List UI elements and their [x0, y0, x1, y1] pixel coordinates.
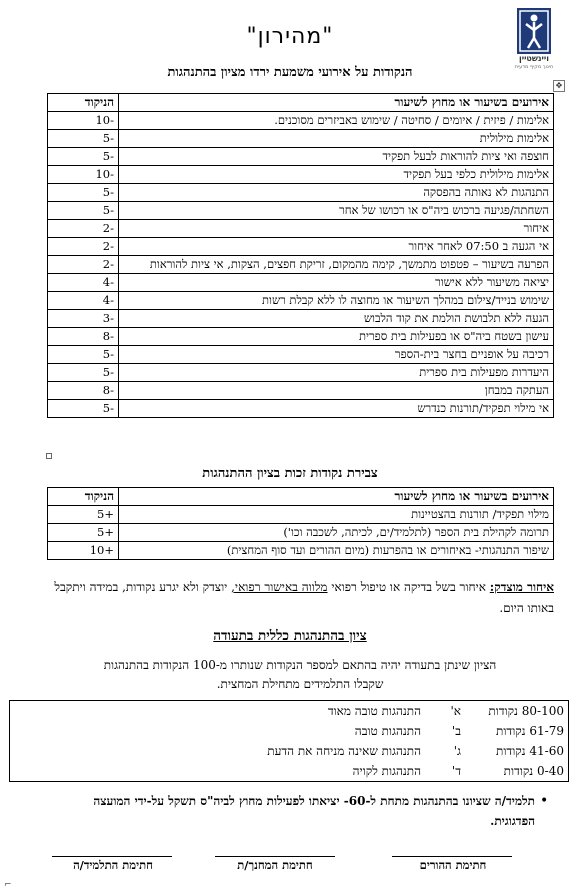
- table-row: [48, 112, 554, 130]
- late-note-text-after: יוצדק ולא יגרע נקודות, במידה ויתקבל באותו היום.: [54, 580, 554, 615]
- bullet-icon: •: [540, 793, 549, 809]
- merits-table-body: [48, 506, 554, 560]
- table-row: [48, 542, 554, 560]
- grade-row: [10, 761, 569, 782]
- grade-description: התנהגות טובה מאוד: [327, 704, 421, 718]
- table-row: [48, 274, 554, 292]
- score-cell: -8: [48, 328, 119, 346]
- page-corner-mark: ⌐: [4, 880, 12, 890]
- score-cell: -4: [48, 292, 119, 310]
- header-score: הניקוד: [48, 94, 119, 112]
- event-cell: שיפור התנהגותי- באיחורים או בהפרעות (מיום ההורים ועד סוף המחצית): [119, 542, 554, 560]
- late-note-label: איחור מוצדק:: [489, 580, 554, 594]
- event-cell: הגעה ללא תלבושת הולמת את קוד הלבוש: [119, 310, 554, 328]
- event-cell: יציאה משיעור ללא אישור: [119, 274, 554, 292]
- event-cell: שימוש בנייד/צילום במהלך השיעור או מחוצה לו ללא קבלת רשות: [119, 292, 554, 310]
- late-note-text-before: איחור בשל בדיקה או טיפול רפואי: [327, 580, 490, 594]
- logo-name: ויינשטיין: [518, 54, 550, 63]
- table-row: [48, 400, 554, 418]
- grade-description: התנהגות לקויה: [352, 764, 421, 778]
- grade-row: [10, 721, 569, 741]
- event-cell: תרומה לקהילת בית הספר (לתלמיד/ים, לכיתה, לשכבה וכו'): [119, 524, 554, 542]
- table-move-handle-icon[interactable]: ✥: [553, 80, 565, 92]
- signature-parents: חתימת ההורים: [419, 858, 487, 872]
- grade-range: 80-100 נקודות: [488, 704, 564, 718]
- table-row: [48, 524, 554, 542]
- score-cell: -5: [48, 364, 119, 382]
- event-cell: אלימות מילולית כלפי בעל תפקיד: [119, 166, 554, 184]
- event-cell: אי הגעה ב 07:50 לאחר איחור: [119, 238, 554, 256]
- score-cell: -10: [48, 112, 119, 130]
- merits-table: [47, 487, 554, 560]
- score-cell: -5: [48, 346, 119, 364]
- grade-description: התנהגות שאינה מניחה את הדעת: [267, 744, 421, 758]
- certificate-title: ציון בהתנהגות כללית בתעודה: [213, 628, 367, 644]
- table-header-row: [48, 488, 554, 506]
- low-grade-note: תלמיד/ה שציונו בהתנהגות מתחת ל-60- יציאתו לפעילות מחוץ לביה"ס תשקל על-ידי המועצה הפדגוגית.: [93, 794, 535, 828]
- score-cell: -5: [48, 130, 119, 148]
- grade-range: 0-40 נקודות: [503, 764, 564, 778]
- event-cell: הפרעה בשיעור – פטפוט מתמשך, קימה מהמקום, זריקת חפצים, הצקות, אי ציות להוראות: [119, 256, 554, 274]
- score-cell: -3: [48, 310, 119, 328]
- header-score: הניקוד: [48, 488, 119, 506]
- grade-row: [10, 741, 569, 761]
- event-cell: העתקה במבחן: [119, 382, 554, 400]
- header-event: אירועים בשיעור או מחוץ לשיעור: [119, 94, 554, 112]
- table-row: [48, 202, 554, 220]
- score-cell: +10: [48, 542, 119, 560]
- grade-row: [10, 701, 569, 722]
- score-cell: -5: [48, 202, 119, 220]
- score-cell: -2: [48, 256, 119, 274]
- table-row: [48, 310, 554, 328]
- event-cell: השחתה/פגיעה ברכוש ביה"ס או רכושו של אחר: [119, 202, 554, 220]
- event-cell: אלימות מילולית: [119, 130, 554, 148]
- deductions-table: [47, 93, 554, 418]
- page-subtitle: הנקודות על אירועי משמעת ירדו מציון בהתנהגות: [167, 65, 413, 80]
- page-title: "מהירון": [246, 24, 334, 49]
- score-cell: -5: [48, 400, 119, 418]
- score-cell: -4: [48, 274, 119, 292]
- grade-letter: ג': [453, 744, 461, 758]
- table-row: [48, 292, 554, 310]
- event-cell: אי מילוי תפקיד/תורנות כנדרש: [119, 400, 554, 418]
- table-row: [48, 506, 554, 524]
- justified-late-note: [40, 577, 554, 619]
- table-row: [48, 238, 554, 256]
- score-cell: -8: [48, 382, 119, 400]
- table-row: [48, 220, 554, 238]
- logo-subtext: חינוך מקיף מדעית: [514, 64, 554, 70]
- signature-line-parents: [392, 856, 512, 857]
- score-cell: -2: [48, 238, 119, 256]
- table-row: [48, 364, 554, 382]
- deductions-table-body: [48, 112, 554, 418]
- event-cell: היעדרות מפעילות בית ספרית: [119, 364, 554, 382]
- table-row: [48, 256, 554, 274]
- table-row: [48, 184, 554, 202]
- score-cell: -10: [48, 166, 119, 184]
- table-header-row: [48, 94, 554, 112]
- table-row: [48, 382, 554, 400]
- grade-range: 61-79 נקודות: [496, 724, 564, 738]
- grades-table-body: [10, 701, 569, 782]
- table-resize-handle[interactable]: [46, 453, 52, 459]
- late-note-underlined: מלווה באישור רפואי,: [231, 580, 328, 594]
- score-cell: -5: [48, 184, 119, 202]
- grade-description: התנהגות טובה: [354, 724, 421, 738]
- event-cell: אלימות / פיזית / איומים / סחיטה / שימוש באביזרים מסוכנים.: [119, 112, 554, 130]
- event-cell: רכיבה על אופניים בחצר בית-הספר: [119, 346, 554, 364]
- event-cell: עישון בשטח ביה"ס או בפעילות בית ספרית: [119, 328, 554, 346]
- signature-line-student: [52, 856, 172, 857]
- event-cell: איחור: [119, 220, 554, 238]
- signature-educator: חתימת המחנך/ת: [237, 858, 313, 872]
- signature-line-educator: [215, 856, 335, 857]
- event-cell: התנהגות לא נאותה בהפסקה: [119, 184, 554, 202]
- event-cell: מילוי תפקיד/ תורנות בהצטיינות: [119, 506, 554, 524]
- table-row: [48, 148, 554, 166]
- table-row: [48, 130, 554, 148]
- event-cell: חוצפה ואי ציות להוראות לבעל תפקיד: [119, 148, 554, 166]
- section-title-merits: צבירת נקודות זכות בציון ההתנהגות: [202, 466, 378, 481]
- certificate-description: הציון שינתן בתעודה יהיה בהתאם למספר הנקודות שנותרו מ-100 הנקודות בהתנהגות שקבלו התלמידים מתחילת המחצית.: [103, 658, 497, 691]
- score-cell: -5: [48, 148, 119, 166]
- signature-student: חתימת התלמיד/ה: [73, 858, 153, 872]
- grade-letter: ב': [451, 724, 461, 738]
- score-cell: +5: [48, 524, 119, 542]
- grade-letter: ד': [451, 764, 461, 778]
- grade-letter: א': [450, 704, 461, 718]
- score-cell: -2: [48, 220, 119, 238]
- score-cell: +5: [48, 506, 119, 524]
- grades-table: [9, 700, 569, 782]
- header-event: אירועים בשיעור או מחוץ לשיעור: [119, 488, 554, 506]
- table-row: [48, 346, 554, 364]
- grade-range: 41-60 נקודות: [496, 744, 564, 758]
- table-row: [48, 328, 554, 346]
- table-row: [48, 166, 554, 184]
